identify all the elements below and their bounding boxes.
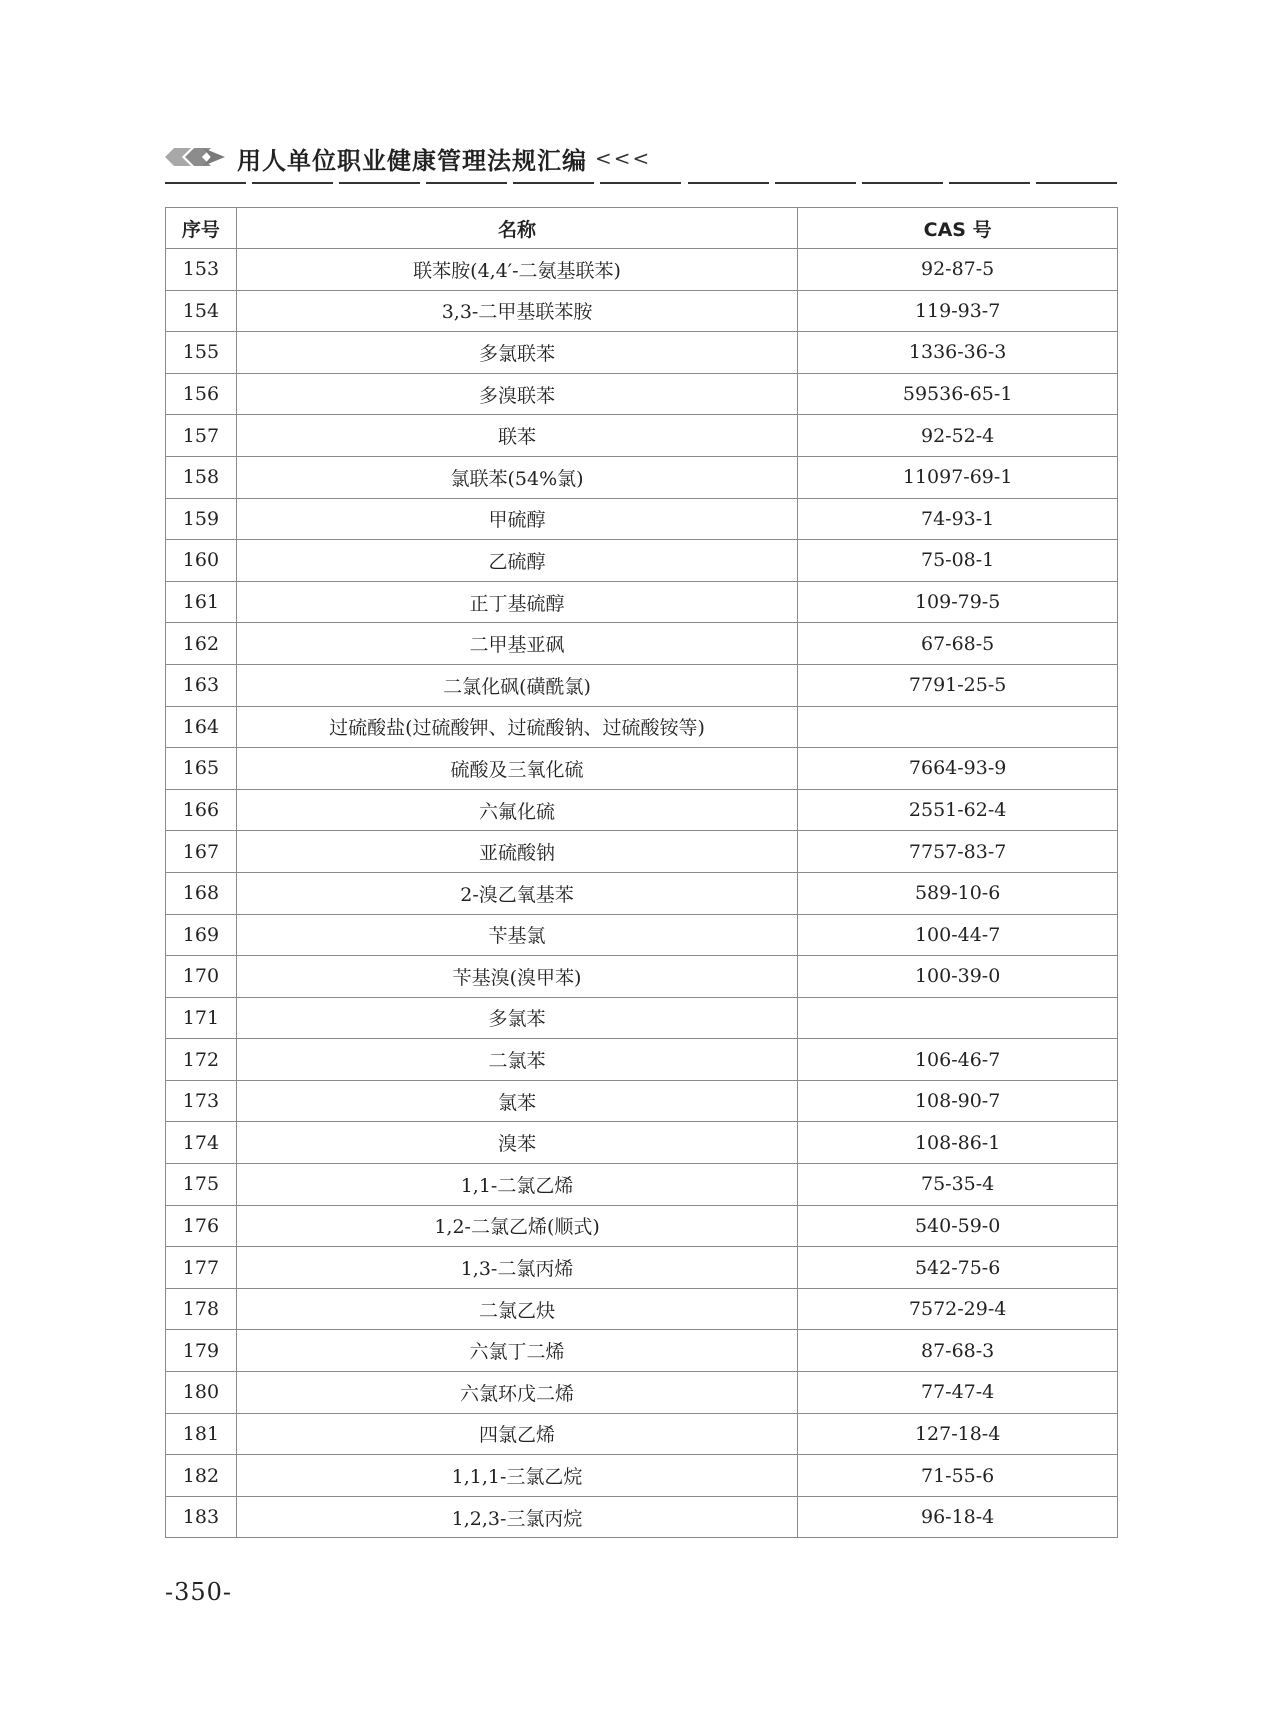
cell-no: 182 — [166, 1455, 237, 1497]
cell-cas: 74-93-1 — [798, 498, 1118, 540]
cell-no: 155 — [166, 332, 237, 374]
page-number: -350- — [165, 1578, 233, 1606]
table-header-row — [166, 208, 1118, 249]
chemical-table — [165, 207, 1118, 1538]
table-row — [166, 1455, 1118, 1497]
double-arrow-icon — [165, 146, 227, 170]
cell-cas: 92-52-4 — [798, 415, 1118, 457]
cell-name: 正丁基硫醇 — [236, 581, 797, 623]
cell-no: 170 — [166, 956, 237, 998]
cell-name: 亚硫酸钠 — [236, 831, 797, 873]
cell-name: 多氯苯 — [236, 997, 797, 1039]
cell-cas: 7572-29-4 — [798, 1288, 1118, 1330]
table-row — [166, 1039, 1118, 1081]
cell-no: 175 — [166, 1164, 237, 1206]
table-row — [166, 997, 1118, 1039]
cell-cas — [798, 997, 1118, 1039]
cell-cas: 11097-69-1 — [798, 456, 1118, 498]
cell-no: 153 — [166, 249, 237, 291]
table-row — [166, 1205, 1118, 1247]
cell-name: 甲硫醇 — [236, 498, 797, 540]
cell-cas: 75-35-4 — [798, 1164, 1118, 1206]
cell-name: 二氯化砜(磺酰氯) — [236, 664, 797, 706]
cell-name: 1,2,3-三氯丙烷 — [236, 1496, 797, 1538]
cell-no: 159 — [166, 498, 237, 540]
cell-no: 161 — [166, 581, 237, 623]
cell-cas: 109-79-5 — [798, 581, 1118, 623]
table-row — [166, 1122, 1118, 1164]
cell-name: 1,1-二氯乙烯 — [236, 1164, 797, 1206]
cell-name: 六氯丁二烯 — [236, 1330, 797, 1372]
column-header-name: 名称 — [236, 208, 797, 249]
book-title: 用人单位职业健康管理法规汇编 — [237, 145, 587, 175]
cell-cas: 119-93-7 — [798, 290, 1118, 332]
cell-no: 178 — [166, 1288, 237, 1330]
table-row — [166, 415, 1118, 457]
cell-no: 169 — [166, 914, 237, 956]
cell-cas: 71-55-6 — [798, 1455, 1118, 1497]
table-row — [166, 1372, 1118, 1414]
table-row — [166, 1080, 1118, 1122]
running-header — [165, 140, 651, 176]
cell-name: 多氯联苯 — [236, 332, 797, 374]
table-row — [166, 1164, 1118, 1206]
cell-cas: 59536-65-1 — [798, 373, 1118, 415]
cell-no: 183 — [166, 1496, 237, 1538]
cell-no: 163 — [166, 664, 237, 706]
table-row — [166, 789, 1118, 831]
cell-name: 多溴联苯 — [236, 373, 797, 415]
cell-no: 174 — [166, 1122, 237, 1164]
table-row — [166, 872, 1118, 914]
cell-no: 156 — [166, 373, 237, 415]
cell-cas: 92-87-5 — [798, 249, 1118, 291]
cell-name: 四氯乙烯 — [236, 1413, 797, 1455]
cell-cas: 108-86-1 — [798, 1122, 1118, 1164]
table-row — [166, 373, 1118, 415]
cell-name: 二氯乙炔 — [236, 1288, 797, 1330]
cell-name: 1,2-二氯乙烯(顺式) — [236, 1205, 797, 1247]
cell-cas: 7664-93-9 — [798, 748, 1118, 790]
cell-name: 联苯胺(4,4′-二氨基联苯) — [236, 249, 797, 291]
table-row — [166, 748, 1118, 790]
cell-cas: 7791-25-5 — [798, 664, 1118, 706]
table-row — [166, 332, 1118, 374]
cell-cas: 108-90-7 — [798, 1080, 1118, 1122]
cell-cas: 2551-62-4 — [798, 789, 1118, 831]
header-rule — [165, 182, 1117, 185]
table-row — [166, 1413, 1118, 1455]
table-row — [166, 664, 1118, 706]
cell-name: 二氯苯 — [236, 1039, 797, 1081]
header-arrows: <<< — [595, 146, 652, 170]
cell-name: 氯苯 — [236, 1080, 797, 1122]
cell-name: 1,1,1-三氯乙烷 — [236, 1455, 797, 1497]
cell-name: 苄基溴(溴甲苯) — [236, 956, 797, 998]
table-row — [166, 290, 1118, 332]
table-row — [166, 456, 1118, 498]
cell-name: 2-溴乙氧基苯 — [236, 872, 797, 914]
cell-no: 160 — [166, 540, 237, 582]
cell-cas — [798, 706, 1118, 748]
cell-name: 过硫酸盐(过硫酸钾、过硫酸钠、过硫酸铵等) — [236, 706, 797, 748]
cell-name: 1,3-二氯丙烯 — [236, 1247, 797, 1289]
cell-name: 苄基氯 — [236, 914, 797, 956]
cell-cas: 77-47-4 — [798, 1372, 1118, 1414]
cell-cas: 75-08-1 — [798, 540, 1118, 582]
table-row — [166, 956, 1118, 998]
cell-no: 165 — [166, 748, 237, 790]
table-row — [166, 498, 1118, 540]
cell-name: 3,3-二甲基联苯胺 — [236, 290, 797, 332]
cell-name: 乙硫醇 — [236, 540, 797, 582]
cell-no: 166 — [166, 789, 237, 831]
cell-cas: 67-68-5 — [798, 623, 1118, 665]
cell-name: 二甲基亚砜 — [236, 623, 797, 665]
table-row — [166, 1330, 1118, 1372]
cell-cas: 100-44-7 — [798, 914, 1118, 956]
cell-no: 173 — [166, 1080, 237, 1122]
cell-no: 164 — [166, 706, 237, 748]
cell-no: 154 — [166, 290, 237, 332]
column-header-no: 序号 — [166, 208, 237, 249]
cell-no: 167 — [166, 831, 237, 873]
table-row — [166, 831, 1118, 873]
cell-no: 157 — [166, 415, 237, 457]
table-row — [166, 914, 1118, 956]
cell-name: 硫酸及三氧化硫 — [236, 748, 797, 790]
cell-cas: 589-10-6 — [798, 872, 1118, 914]
cell-name: 氯联苯(54%氯) — [236, 456, 797, 498]
table-row — [166, 1247, 1118, 1289]
cell-no: 171 — [166, 997, 237, 1039]
cell-no: 168 — [166, 872, 237, 914]
cell-no: 181 — [166, 1413, 237, 1455]
cell-cas: 540-59-0 — [798, 1205, 1118, 1247]
column-header-cas: CAS 号 — [798, 208, 1118, 249]
cell-no: 179 — [166, 1330, 237, 1372]
cell-no: 176 — [166, 1205, 237, 1247]
table-row — [166, 581, 1118, 623]
table-row — [166, 706, 1118, 748]
cell-no: 158 — [166, 456, 237, 498]
cell-no: 180 — [166, 1372, 237, 1414]
cell-no: 177 — [166, 1247, 237, 1289]
cell-cas: 7757-83-7 — [798, 831, 1118, 873]
cell-name: 六氟化硫 — [236, 789, 797, 831]
cell-name: 溴苯 — [236, 1122, 797, 1164]
cell-cas: 96-18-4 — [798, 1496, 1118, 1538]
table-body — [166, 249, 1118, 1538]
table-row — [166, 1496, 1118, 1538]
cell-cas: 106-46-7 — [798, 1039, 1118, 1081]
table-row — [166, 249, 1118, 291]
table-row — [166, 540, 1118, 582]
cell-name: 联苯 — [236, 415, 797, 457]
cell-cas: 87-68-3 — [798, 1330, 1118, 1372]
table-row — [166, 1288, 1118, 1330]
cell-cas: 100-39-0 — [798, 956, 1118, 998]
cell-name: 六氯环戊二烯 — [236, 1372, 797, 1414]
cell-no: 162 — [166, 623, 237, 665]
cell-cas: 127-18-4 — [798, 1413, 1118, 1455]
cell-cas: 1336-36-3 — [798, 332, 1118, 374]
table-row — [166, 623, 1118, 665]
cell-no: 172 — [166, 1039, 237, 1081]
cell-cas: 542-75-6 — [798, 1247, 1118, 1289]
